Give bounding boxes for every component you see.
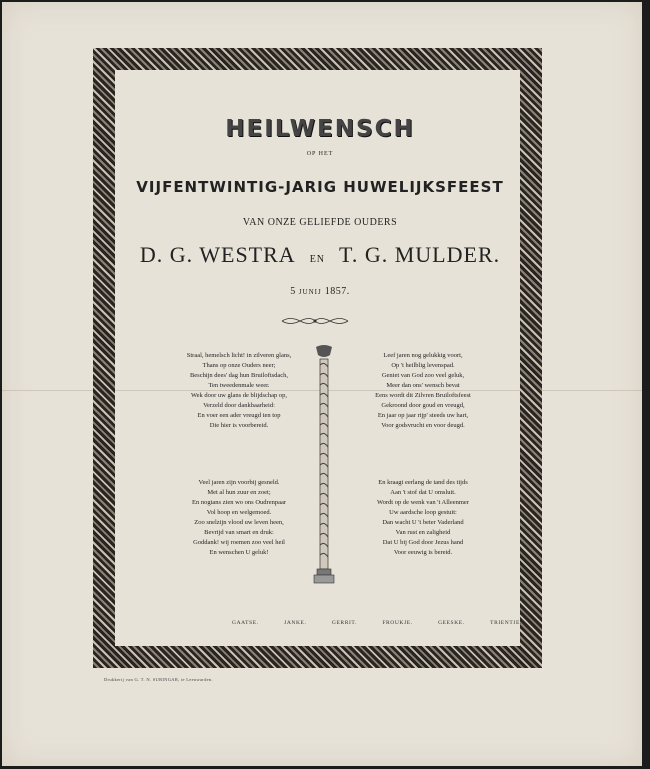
- title-heilwensch: HEILWENSCH: [225, 116, 415, 142]
- verse-line: Meer dan ons' wensch bevat: [386, 381, 460, 389]
- verse-line: Die hier is voorbereid.: [209, 421, 269, 429]
- verse-line: Goddank! wij roemen zoo veel heil: [193, 538, 285, 546]
- verse-line: En kraagt eerlang de tand des tijds: [378, 479, 468, 486]
- child-name: TRIENTJE.: [490, 620, 522, 626]
- stanza-right-2: [358, 478, 488, 558]
- verse-line: Veel jaren zijn voorbij gesneld.: [198, 479, 280, 486]
- stanza-left-2: [174, 478, 304, 558]
- stanza-left-1: [174, 351, 304, 431]
- verse-line: Bevrijd van smart en druk:: [204, 528, 274, 536]
- verse-line: Dan wacht U 't beter Vaderland: [382, 518, 464, 526]
- verse-line: Leef jaren nog gelukkig voort,: [383, 352, 463, 359]
- verse-line: Voor godsvrucht en voor deugd.: [381, 421, 465, 429]
- van-onze-ouders: VAN ONZE GELIEFDE OUDERS: [242, 217, 398, 228]
- printer-imprint: Drukkerij van G. T. N. SURINGAR, te Leeuwarden.: [104, 677, 213, 682]
- verse-line: En nogtans zien wo ons Oudrenpaar: [191, 498, 287, 506]
- verse-line: Wek door uw glans de blijdschap op,: [190, 391, 288, 399]
- verse-line: Beschijn dees' dag hun Bruiloftsdach,: [189, 371, 289, 379]
- verse-line: En jaar op jaar rijp' steeds uw hart,: [377, 411, 469, 419]
- occasion-heading: VIJFENTWINTIG-JARIG HUWELIJKSFEEST: [136, 178, 504, 196]
- date-day: 5: [290, 286, 296, 297]
- verse-line: Gekroond door goud en vreugd,: [381, 401, 465, 409]
- decorative-column: [311, 345, 337, 585]
- verse-line: Wordt op de wenk van 't Alleenmer: [377, 498, 469, 506]
- verse-line: Met al hun zuur en zoet;: [207, 488, 271, 496]
- verse-line: Op 't heilblig levenspad.: [391, 361, 455, 369]
- verse-line: Straal, hemelsch licht! in zilveren glans,: [186, 352, 292, 359]
- verse-line: Vol hoop en welgemoed.: [206, 508, 272, 516]
- verse-line: Dat U bij God door Jezus hand: [382, 538, 464, 546]
- verse-line: Ten tweedenmale weer.: [208, 381, 270, 389]
- verse-line: Uw aardsche loop gestuit:: [389, 508, 457, 516]
- verse-line: En voer een ader vreugd ten top: [197, 411, 281, 419]
- verse-line: Van rust en zaligheid: [395, 528, 451, 536]
- subtitle-op-het: OP HET: [306, 151, 334, 157]
- verse-line: Voor eeuwig is bereid.: [393, 548, 453, 556]
- husband-name: D. G. WESTRA: [139, 242, 296, 267]
- verse-line: Aan 't stof dat U omsluit.: [390, 488, 456, 496]
- verse-line: Verzeld door dankbaarheid:: [203, 401, 275, 409]
- children-names: [232, 620, 522, 626]
- couple-names: [0, 242, 640, 268]
- verse-line: Zoo snelzijn vlood uw leven heen,: [194, 518, 284, 526]
- child-name: JANKE.: [284, 620, 307, 626]
- child-name: GERRIT.: [331, 620, 357, 626]
- child-name: GEESKE.: [438, 620, 465, 626]
- date-year: 1857.: [324, 286, 350, 297]
- stanza-right-1: [358, 351, 488, 431]
- date-month: JUNIJ: [298, 288, 322, 296]
- verse-line: En wenschen U geluk!: [209, 548, 269, 556]
- flourish-ornament: [280, 316, 350, 326]
- verse-line: Thans op onze Ouders neer;: [202, 361, 276, 369]
- en-conjunction: EN: [309, 254, 326, 265]
- verse-line: Geniet van God zoo veel geluk,: [381, 371, 465, 379]
- wife-name: T. G. MULDER.: [339, 242, 501, 267]
- child-name: GAATSE.: [232, 620, 259, 626]
- date-line: [0, 286, 640, 297]
- child-name: FROUKJE.: [382, 620, 413, 626]
- verse-line: Eens wordt dit Zilvren Bruiloftsfeest: [375, 391, 471, 399]
